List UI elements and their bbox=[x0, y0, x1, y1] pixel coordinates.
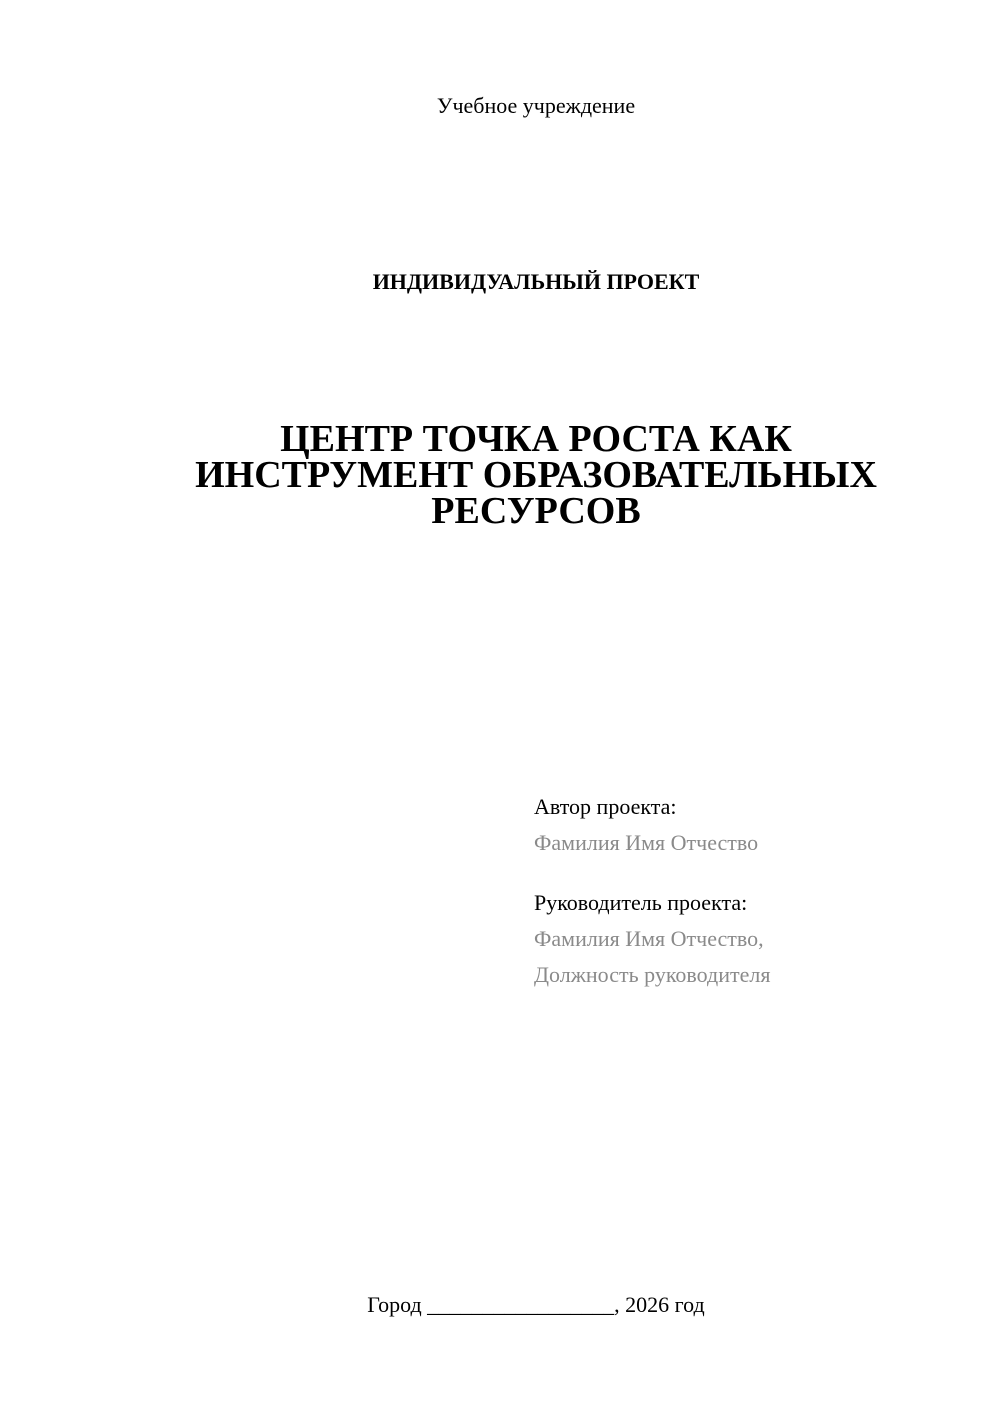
author-label: Автор проекта: bbox=[534, 794, 677, 819]
project-title-line-1: ЦЕНТР ТОЧКА РОСТА КАК bbox=[280, 418, 792, 460]
credits-block bbox=[534, 789, 974, 993]
author-name: Фамилия Имя Отчество bbox=[534, 830, 759, 855]
project-title bbox=[0, 418, 1000, 532]
project-title-line-2: ИНСТРУМЕНТ ОБРАЗОВАТЕЛЬНЫХ bbox=[195, 454, 877, 496]
city-year-footer: Город _________________, 2026 год bbox=[367, 1292, 705, 1317]
author-block bbox=[534, 789, 974, 861]
supervisor-position: Должность руководителя bbox=[534, 962, 771, 987]
supervisor-name: Фамилия Имя Отчество, bbox=[534, 926, 764, 951]
project-title-line-3: РЕСУРСОВ bbox=[431, 490, 641, 532]
supervisor-block bbox=[534, 885, 974, 993]
project-type-heading: ИНДИВИДУАЛЬНЫЙ ПРОЕКТ bbox=[372, 269, 700, 294]
institution-name: Учебное учреждение bbox=[436, 93, 636, 118]
supervisor-label: Руководитель проекта: bbox=[534, 890, 748, 915]
